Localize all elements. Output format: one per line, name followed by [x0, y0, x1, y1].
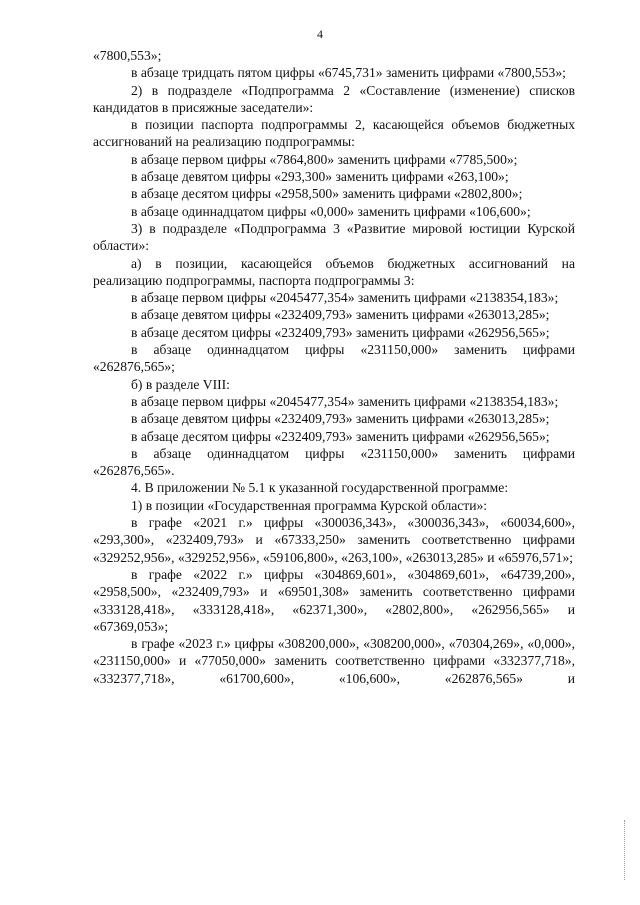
paragraph: 3) в подразделе «Подпрограмма 3 «Развитие мировой юстиции Курской области»: — [93, 220, 575, 254]
paragraph: в графе «2022 г.» цифры «304869,601», «304869,601», «64739,200», «2958,500», «232409,793» и «69501,308» заменить соответственно цифрами «333128,418», «333128,418», «62371,300», «2802,800», «262956,565» и «67369,053»; — [93, 566, 575, 634]
paragraph: в абзаце девятом цифры «293,300» заменить цифрами «263,100»; — [131, 169, 509, 185]
paragraph: 4. В приложении № 5.1 к указанной государственной программе: — [131, 480, 509, 496]
paragraph: в абзаце десятом цифры «2958,500» заменить цифрами «2802,800»; — [131, 186, 523, 202]
paragraph: в абзаце девятом цифры «232409,793» заменить цифрами «263013,285»; — [131, 411, 550, 427]
paragraph: в абзаце одиннадцатом цифры «0,000» заменить цифрами «106,600»; — [131, 203, 531, 219]
paragraph: б) в разделе VIII: — [131, 376, 230, 392]
paragraph: в абзаце первом цифры «2045477,354» заменить цифрами «2138354,183»; — [131, 393, 559, 409]
paragraph: в графе «2021 г.» цифры «300036,343», «300036,343», «60034,600», «293,300», «232409,793» и «67333,250» заменить соответственно цифрами «329252,956», «329252,956», «59106,800», «263,100», «263013,285» и «65976,571»; — [93, 515, 575, 565]
paragraph: в абзаце одиннадцатом цифры «231150,000» заменить цифрами «262876,565». — [93, 445, 575, 479]
paragraph: в абзаце первом цифры «7864,800» заменить цифрами «7785,500»; — [131, 151, 518, 167]
paragraph: в абзаце девятом цифры «232409,793» заменить цифрами «263013,285»; — [131, 307, 550, 323]
paragraph: 2) в подразделе «Подпрограмма 2 «Составление (изменение) списков кандидатов в присяжные заседатели»: — [93, 82, 575, 115]
paragraph: в абзаце десятом цифры «232409,793» заменить цифрами «262956,565»; — [131, 324, 550, 340]
paragraph: в абзаце тридцать пятом цифры «6745,731» заменить цифрами «7800,553»; — [131, 65, 566, 81]
document-body — [93, 47, 575, 687]
page-number: 4 — [317, 27, 323, 41]
paragraph: в абзаце одиннадцатом цифры «231150,000» заменить цифрами «262876,565»; — [93, 342, 575, 375]
paragraph: а) в позиции, касающейся объемов бюджетных ассигнований на реализацию подпрограммы, паспорта подпрограммы 3: — [93, 255, 575, 288]
paragraph: в графе «2023 г.» цифры «308200,000», «308200,000», «70304,269», «0,000», «231150,000» и «77050,000» заменить соответственно цифрами «332377,718», «332377,718», «61700,600», «106,600», «262876,565» и — [93, 636, 575, 686]
paragraph: 1) в позиции «Государственная программа Курской области»: — [131, 497, 488, 513]
scan-edge-mark — [624, 820, 627, 880]
paragraph: в абзаце десятом цифры «232409,793» заменить цифрами «262956,565»; — [131, 428, 550, 444]
paragraph: «7800,553»; — [93, 48, 162, 63]
paragraph: в абзаце первом цифры «2045477,354» заменить цифрами «2138354,183»; — [131, 290, 559, 306]
paragraph: в позиции паспорта подпрограммы 2, касающейся объемов бюджетных ассигнований на реализацию подпрограммы: — [93, 117, 575, 150]
